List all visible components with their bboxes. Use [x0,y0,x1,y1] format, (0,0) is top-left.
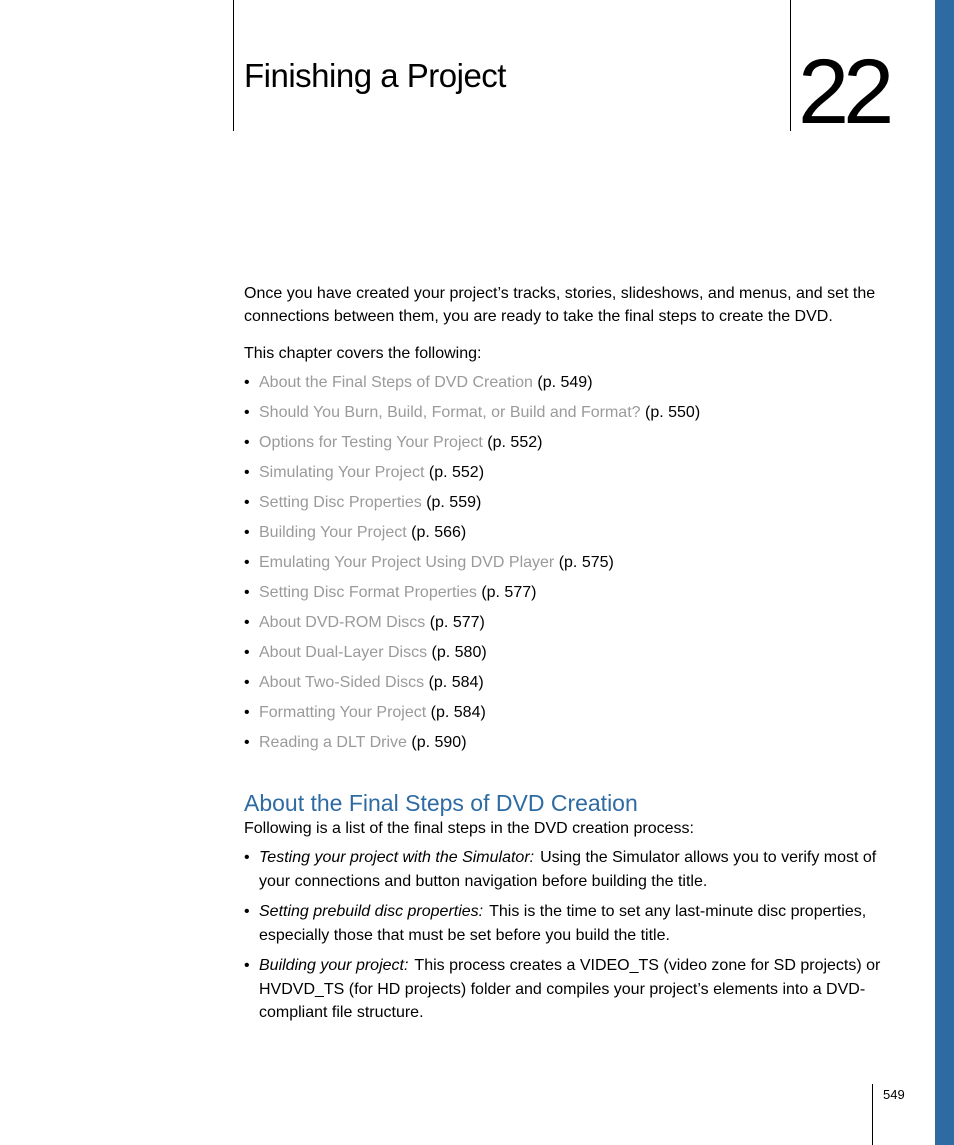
toc-item [244,431,884,461]
bullet: • [244,524,250,541]
bullet: • [244,584,250,601]
toc-page: (p. 584) [428,674,484,691]
toc-item [244,731,884,761]
toc-item [244,371,884,401]
step-term: Setting prebuild disc properties: [259,903,484,920]
step-item [244,846,884,893]
toc-link[interactable]: Formatting Your Project [259,704,427,721]
toc-link[interactable]: About DVD-ROM Discs [259,614,426,631]
bullet: • [244,674,250,691]
step-text: This process creates a VIDEO_TS (video zone for SD projects) or HVDVD_TS (for HD projects) folder and compiles your project’s elements into a DVD-compliant file structure. [259,957,881,1021]
toc-page: (p. 552) [428,464,485,481]
bullet: • [244,704,250,721]
toc-item [244,611,884,641]
bullet: • [244,434,250,451]
toc-item [244,521,884,551]
toc-page: (p. 552) [487,434,543,451]
toc-link[interactable]: Setting Disc Format Properties [259,584,477,601]
chapter-number: 22 [798,41,889,143]
toc-page: (p. 575) [558,554,614,571]
bullet: • [244,903,250,920]
toc-page: (p. 550) [645,404,701,421]
toc-item [244,461,884,491]
steps-list [244,846,884,1025]
chapter-toc [244,371,884,761]
toc-link[interactable]: Setting Disc Properties [259,494,422,511]
header-rule-left [233,0,234,131]
toc-page: (p. 580) [431,644,487,661]
intro-paragraph: Once you have created your project’s tracks, stories, slideshows, and menus, and set the connections between them, you are ready to take the final steps to create the DVD. [244,285,876,325]
section-intro: Following is a list of the final steps in the DVD creation process: [244,820,694,837]
toc-link[interactable]: Emulating Your Project Using DVD Player [259,554,555,571]
toc-page: (p. 549) [537,374,593,391]
toc-link[interactable]: Options for Testing Your Project [259,434,483,451]
toc-link[interactable]: Building Your Project [259,524,407,541]
toc-page: (p. 584) [430,704,486,721]
toc-link[interactable]: About the Final Steps of DVD Creation [259,374,533,391]
bullet: • [244,494,250,511]
section-heading: About the Final Steps of DVD Creation [244,790,638,816]
toc-link[interactable]: Reading a DLT Drive [259,734,407,751]
toc-link[interactable]: About Two-Sided Discs [259,674,425,691]
toc-item [244,401,884,431]
page-number: 549 [883,1087,905,1102]
bullet: • [244,644,250,661]
toc-item [244,701,884,731]
step-item [244,954,884,1025]
step-term: Building your project: [259,957,409,974]
step-item [244,900,884,947]
bullet: • [244,734,250,751]
toc-page: (p. 566) [411,524,467,541]
bullet: • [244,554,250,571]
bullet: • [244,614,250,631]
bullet: • [244,464,250,481]
chapter-side-tab [935,0,954,1145]
step-text: This is the time to set any last-minute disc properties, especially those that must be set before you build the title. [259,903,867,944]
toc-item [244,641,884,671]
step-term: Testing your project with the Simulator: [259,849,535,866]
toc-page: (p. 590) [411,734,467,751]
page-number-rule [872,1084,873,1145]
bullet: • [244,404,250,421]
toc-link[interactable]: About Dual-Layer Discs [259,644,428,661]
toc-page: (p. 559) [426,494,482,511]
toc-page: (p. 577) [429,614,485,631]
chapter-title: Finishing a Project [244,57,506,94]
bullet: • [244,849,250,866]
bullet: • [244,374,250,391]
toc-item [244,581,884,611]
toc-item [244,551,884,581]
toc-link[interactable]: Should You Burn, Build, Format, or Build and Format? [259,404,641,421]
toc-page: (p. 577) [481,584,537,601]
covers-label: This chapter covers the following: [244,345,482,362]
chapter-content [244,282,884,1032]
toc-item [244,491,884,521]
toc-link[interactable]: Simulating Your Project [259,464,425,481]
bullet: • [244,957,250,974]
step-text: Using the Simulator allows you to verify most of your connections and button navigation before building the title. [259,849,877,890]
header-rule-right [790,0,791,131]
toc-item [244,671,884,701]
